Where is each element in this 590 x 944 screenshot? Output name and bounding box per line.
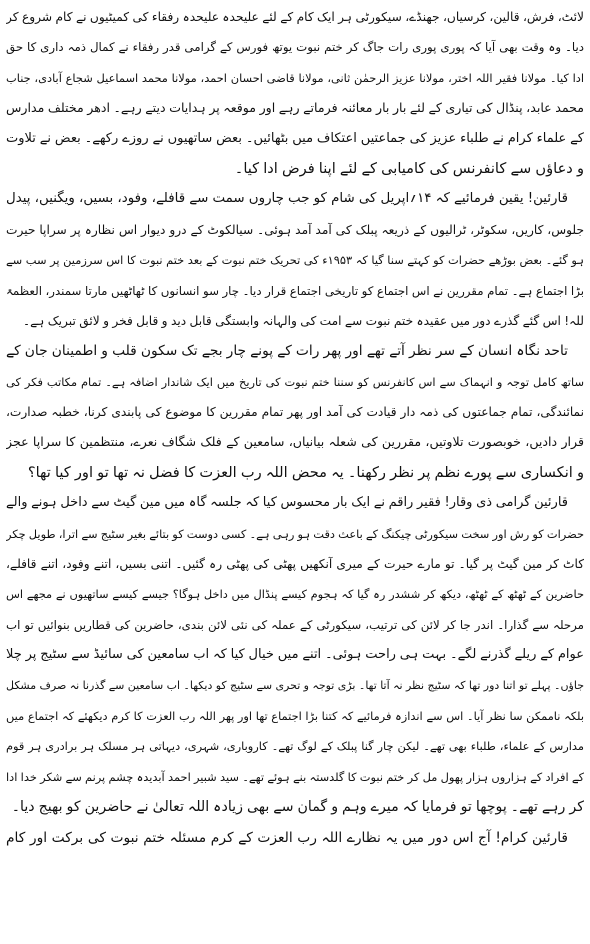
text-line: مرحلہ سے گذارا۔ اندر جا کر لائن کی ترتیب، سیکورٹی کے عملہ کی نئی لائن بندی، حاضرین کی قطاریں بنوائیں تو اب: [6, 617, 584, 632]
paragraph: [6, 823, 584, 853]
text-line: بلکہ ناممکن سا نظر آیا۔ اس سے اندازہ فرمائیے کہ کتنا بڑا اجتماع تھا اور پھر اللہ رب العزت کا کرم دیکھئے کہ اجتماع میں: [6, 708, 584, 723]
text-line: عوام کے ریلے گذرنے لگے۔ بہت ہی راحت ہوئی۔ اتنے میں خیال کیا کہ اب سامعین کی سائیڈ سے سٹیج پر چلا: [6, 647, 584, 663]
text-line: کر رہے تھے۔ پوچھا تو فرمایا کہ میرے وہم و گمان سے بھی زیادہ اللہ تعالیٰ نے حاضرین کو بھیج دیا۔: [11, 799, 584, 816]
text-line: ہو گئے۔ بعض بوڑھے حضرات کو کہتے سنا گیا کہ ۱۹۵۳ء کی تحریک ختم نبوت کے بعد ختم نبوت کا اس سرزمین پر سب سے: [6, 253, 584, 268]
text-line: بڑا اجتماع ہے۔ تمام مقررین نے اس اجتماع کو تاریخی اجتماع قرار دیا۔ چار سو انسانوں کا ٹھاٹھیں مارتا سمندر، العظمۃ: [6, 283, 584, 298]
paragraph: [6, 2, 584, 184]
text-line: حضرات کو رش اور سخت سیکورٹی چیکنگ کے باعث دقت ہو رہی ہے۔ کسی دوست کو بتائے بغیر سٹیج سے اترا، طویل چکر: [6, 526, 584, 541]
text-line: تاحد نگاہ انسان کے سر نظر آتے تھے اور پھر رات کے پونے چار بجے تک سکون قلب و اطمینان جان کے: [6, 343, 568, 360]
paragraph: [6, 336, 584, 488]
text-line: دیا۔ وہ وقت بھی آیا کہ پوری پوری رات جاگ کر ختم نبوت یوتھ فورس کے گرامی قدر رفقاء نے کمال ذمہ داری کا حق: [6, 40, 584, 55]
text-line: قرار دادیں، خوبصورت تلاوتیں، مقررین کی شعلہ بیانیاں، سامعین کے فلک شگاف نعرے، منتظمین کا سراپا عجز: [6, 434, 584, 450]
text-line: ساتھ کامل توجہ و انہماک سے اس کانفرنس کو سننا ختم نبوت کی تاریخ میں ایک شاندار اضافہ ہے۔ تمام مکاتب فکر کی: [6, 374, 584, 389]
text-line: و دعاؤں سے کانفرنس کی کامیابی کے لئے اپنا فرض ادا کیا۔: [234, 159, 584, 177]
text-line: نمائندگی، تمام جماعتوں کی ذمہ دار قیادت کی آمد اور پھر تمام مقررین کا موضوع کی پابندی کرنا، خطبہ صدارت،: [6, 405, 584, 420]
text-line: قارئین! یقین فرمائیے کہ ۱۴؍اپریل کی شام کو جب چاروں سمت سے قافلے، وفود، بسیں، ویگنیں، پیدل: [6, 191, 569, 207]
text-line: جلوس، کاریں، سکوٹر، ٹرالیوں کے ذریعہ پبلک کی آمد آمد ہوئی۔ سیالکوٹ کے درو دیوار اس نظارہ پر سراپا حیرت: [6, 222, 584, 237]
text-line: جاؤں۔ پہلے تو اتنا دور تھا کہ سٹیج نظر نہ آتا تھا۔ بڑی توجہ و تحری سے سٹیج کو دیکھا۔ اب سامعین سے گذرنا نہ صرف مشکل: [6, 678, 584, 692]
text-line: للہ! اس گئے گذرے دور میں عقیدہ ختم نبوت سے امت کی والہانہ وابستگی قابل دید و قابل فخر و لائق تبریک ہے۔: [22, 313, 584, 328]
text-line: کاٹ کر مین گیٹ پر گیا۔ تو مارے حیرت کے میری آنکھیں پھٹی کی پھٹی رہ گئیں۔ اتنی بسیں، اتنے وفود، اتنے قافلے،: [6, 557, 584, 572]
text-line: مدارس کے علماء، طلباء بھی تھے۔ لیکن چار گنا پبلک کے لوگ تھے۔ کاروباری، شہری، دیہاتی ہر مسلک ہر برادری ہر قوم: [6, 739, 584, 754]
text-line: محمد عابد، پنڈال کی تیاری کے لئے بار بار معائنہ فرماتے رہے اور موقعہ پر ہدایات دیتے رہے۔ ادھر مختلف مدارس: [6, 100, 584, 116]
text-line: لائٹ، فرش، قالین، کرسیاں، جھنڈے، سیکورٹی ہر ایک کام کے لئے علیحدہ علیحدہ رفقاء کی کمیٹیوں نے کام شروع کر: [6, 10, 584, 24]
article-body: [6, 2, 584, 853]
text-line: حاضرین کے ٹھٹھ کے ٹھٹھ، دیکھ کر ششدر رہ گیا کہ ہجوم کیسے پنڈال میں داخل ہوگا؟ جیسے کیسے ساتھیوں نے مجھے اس: [6, 587, 584, 602]
text-line: ادا کیا۔ مولانا فقیر اللہ اختر، مولانا عزیز الرحمٰن ثانی، مولانا قاضی احسان احمد، مولانا محمد اسماعیل شجاع آبادی، جناب: [6, 70, 584, 85]
text-line: قارئین گرامی ذی وقار! فقیر راقم نے ایک بار محسوس کیا کہ جلسہ گاہ میں مین گیٹ سے داخل ہونے والے: [6, 495, 568, 511]
text-line: و انکساری سے پورے نظم پر نظر رکھنا۔ یہ محض اللہ رب العزت کا فضل نہ تھا تو اور کیا تھا؟: [27, 463, 584, 481]
text-line: کے افراد کے ہزاروں ہزار پھول مل کر ختم نبوت کا گلدستہ بنے ہوئے تھے۔ سید شبیر احمد آبدیدہ چشم پرنم سے شکر خدا ادا: [6, 769, 584, 784]
paragraph: [6, 184, 584, 336]
text-line: کے علماء کرام نے طلباء عزیز کی جماعتیں اعتکاف میں بٹھائیں۔ بعض ساتھیوں نے روزے رکھے۔ بعض نے تلاوت: [6, 130, 584, 146]
text-line: قارئین کرام! آج اس دور میں یہ نظارے اللہ رب العزت کے کرم مسئلہ ختم نبوت کی برکت اور کام: [6, 829, 568, 846]
paragraph: [6, 488, 584, 822]
